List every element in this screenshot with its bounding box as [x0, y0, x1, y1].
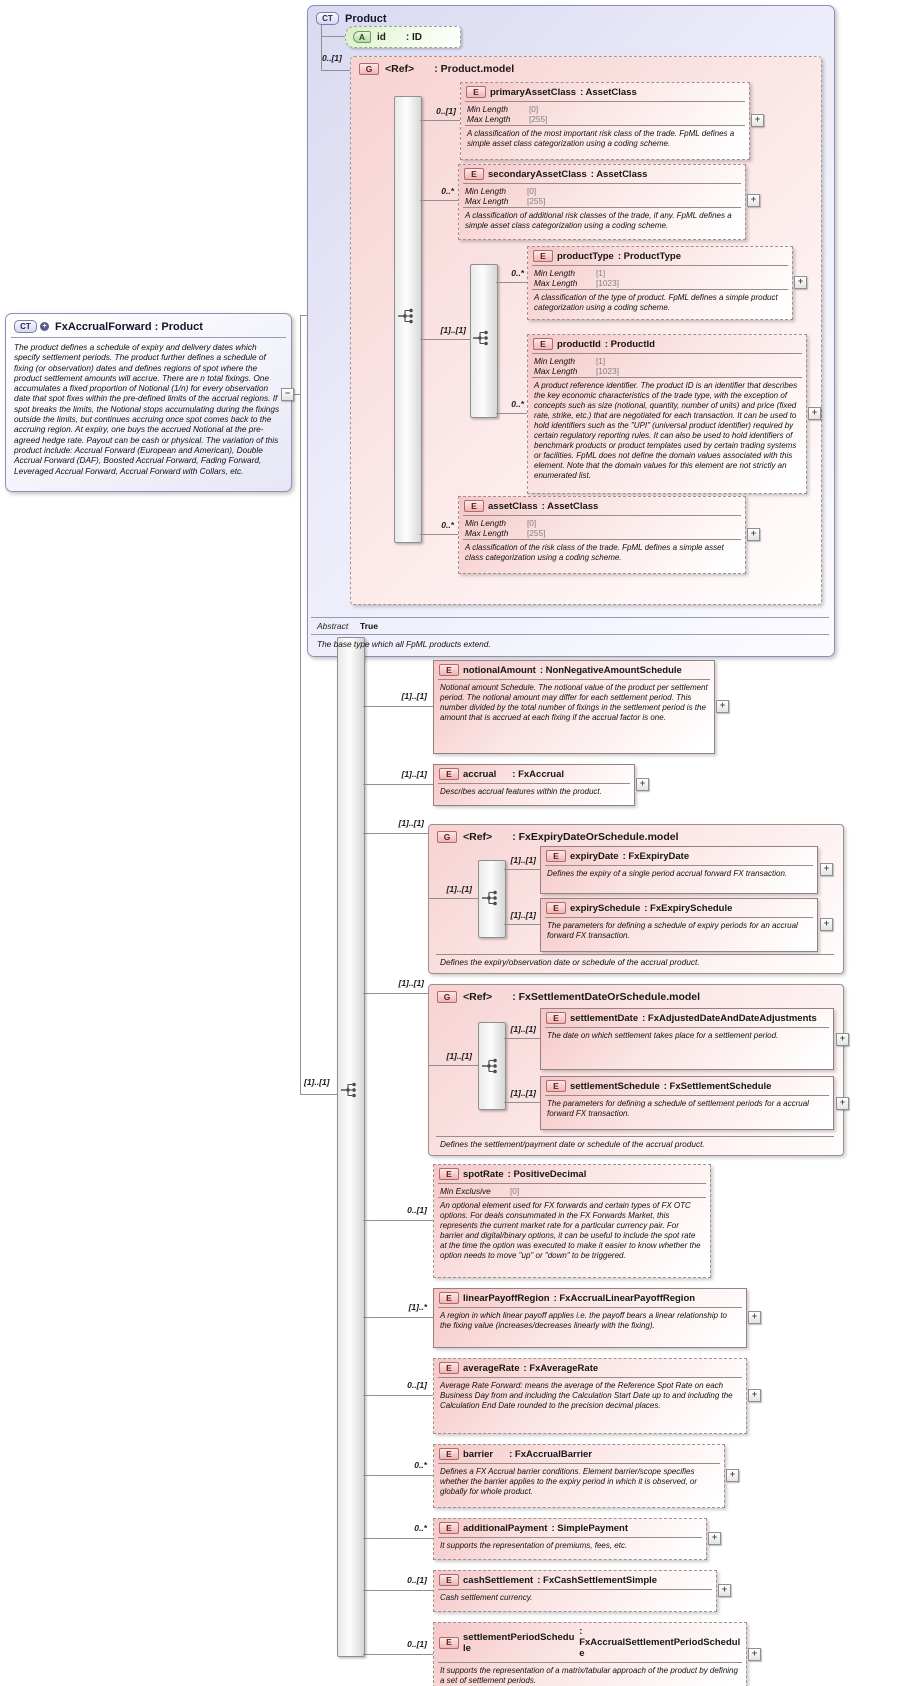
group-header	[429, 985, 843, 1009]
element-type: : AssetClass	[590, 168, 648, 180]
element-box-productType[interactable]	[527, 246, 793, 320]
connector-line	[363, 784, 433, 785]
connector-line	[363, 1654, 433, 1655]
cardinality-label-productId: 0..*	[511, 399, 524, 409]
element-header	[434, 765, 634, 783]
element-icon: E	[439, 1574, 459, 1586]
cardinality-label-expirySchedule: [1]..[1]	[510, 910, 536, 920]
connector-line	[504, 869, 540, 870]
facet-label: Min Exclusive	[440, 1186, 491, 1196]
facet-value: [0]	[529, 104, 539, 114]
cardinality-label-barrier: 0..*	[414, 1460, 427, 1470]
facet-label: Max Length	[467, 114, 511, 124]
element-header	[541, 1009, 833, 1027]
element-icon: E	[546, 1080, 566, 1092]
complextype-box-fxaccrualforward[interactable]	[5, 313, 292, 492]
element-header	[434, 1359, 746, 1377]
compositor-icon	[398, 308, 416, 324]
expand-button-settlementDate[interactable]: +	[836, 1033, 849, 1046]
element-type: : FxExpirySchedule	[644, 902, 733, 914]
element-icon: E	[439, 1292, 459, 1304]
group-annotation: Defines the expiry/observation date or schedule of the accrual product.	[440, 957, 700, 967]
derived-type-plus-icon: +	[40, 322, 49, 331]
expand-button-expiryDate[interactable]: +	[820, 863, 833, 876]
facet-value: [1023]	[596, 278, 620, 288]
element-box-settlementDate[interactable]	[540, 1008, 834, 1070]
expand-button-settlementPeriodSchedule[interactable]: +	[748, 1648, 761, 1661]
facet-label: Min Length	[465, 186, 507, 196]
facet-value: [255]	[527, 196, 546, 206]
facet-value: [1]	[596, 268, 606, 278]
element-box-expiryDate[interactable]	[540, 846, 818, 894]
element-header	[541, 1077, 833, 1095]
facet-list	[459, 516, 745, 539]
group-type: : FxSettlementDateOrSchedule.model	[512, 991, 701, 1003]
element-icon: E	[439, 1448, 459, 1460]
connector-line	[363, 833, 428, 834]
element-box-cashSettlement[interactable]	[433, 1570, 717, 1612]
cardinality-label-settlementSchedule: [1]..[1]	[510, 1088, 536, 1098]
cardinality-label-cashSettlement: 0..[1]	[407, 1575, 427, 1585]
connector-line	[420, 534, 458, 535]
element-header	[434, 1289, 746, 1307]
expand-button-cashSettlement[interactable]: +	[718, 1584, 731, 1597]
attribute-name: id	[377, 31, 386, 43]
connector-line	[363, 1395, 433, 1396]
compositor-icon	[482, 1058, 500, 1074]
compositor-icon	[482, 890, 500, 906]
element-name: primaryAssetClass	[490, 86, 577, 98]
cardinality-label-settlement-choice: [1]..[1]	[446, 1051, 472, 1061]
expand-button-productType[interactable]: +	[794, 276, 807, 289]
cardinality-label-assetClass: 0..*	[441, 520, 454, 530]
complextype-icon: CT	[316, 12, 339, 25]
element-name: linearPayoffRegion	[463, 1292, 550, 1304]
group-name: <Ref>	[463, 991, 493, 1003]
group-type: : FxExpiryDateOrSchedule.model	[512, 831, 679, 843]
expand-button-additionalPayment[interactable]: +	[708, 1532, 721, 1545]
abstract-label: Abstract	[317, 621, 349, 631]
element-box-productId[interactable]	[527, 334, 807, 494]
abstract-value: True	[360, 621, 378, 631]
connector-line	[496, 413, 527, 414]
element-name: spotRate	[463, 1168, 504, 1180]
element-name: cashSettlement	[463, 1574, 534, 1586]
element-header	[528, 247, 792, 265]
element-box-notionalAmount[interactable]	[433, 660, 715, 754]
element-type: : NonNegativeAmountSchedule	[539, 664, 682, 676]
cardinality-label-notionalAmount: [1]..[1]	[401, 691, 427, 701]
expand-button-notionalAmount[interactable]: +	[716, 700, 729, 713]
element-name: additionalPayment	[463, 1522, 548, 1534]
group-annotation: Defines the settlement/payment date or schedule of the accrual product.	[440, 1139, 705, 1149]
element-header	[434, 1519, 706, 1537]
element-icon: E	[533, 338, 553, 350]
collapse-button-fxaccrualforward[interactable]: −	[281, 388, 294, 401]
divider	[311, 634, 829, 635]
facet-label: Max Length	[534, 366, 578, 376]
group-icon: G	[437, 991, 457, 1003]
element-description: A classification of additional risk classes of the trade, if any. FpML defines a simple asset class categorization using a coding scheme.	[465, 211, 732, 230]
element-type: : FxAccrualLinearPayoffRegion	[553, 1292, 696, 1304]
connector-line	[363, 706, 433, 707]
divider	[311, 617, 829, 618]
element-type: : ProductId	[604, 338, 655, 350]
element-icon: E	[439, 768, 459, 780]
cardinality-label-expiryDate: [1]..[1]	[510, 855, 536, 865]
complextype-title: Product	[345, 12, 387, 25]
element-box-averageRate[interactable]	[433, 1358, 747, 1434]
element-description: A region in which linear payoff applies i.e. the payoff bears a linear relationship to the fixing value (increases/decreases linearly with the fixing).	[440, 1311, 727, 1330]
element-description: Describes accrual features within the product.	[440, 787, 602, 796]
cardinality-label-accrual: [1]..[1]	[401, 769, 427, 779]
element-header	[434, 1623, 746, 1662]
element-header	[434, 1165, 710, 1183]
divider	[436, 1136, 834, 1137]
element-description: The parameters for defining a schedule of settlement periods for a accrual forward FX transaction.	[547, 1099, 809, 1118]
cardinality-label-settlement-group: [1]..[1]	[398, 978, 424, 988]
element-description: A classification of the risk class of the trade. FpML defines a simple asset class categorization using a coding scheme.	[465, 543, 724, 562]
connector-line	[420, 200, 458, 201]
connector-line	[420, 120, 460, 121]
element-type: : FxAccrual	[512, 768, 565, 780]
element-header	[541, 899, 817, 917]
element-icon: E	[464, 500, 484, 512]
cardinality-label-expiry-group: [1]..[1]	[398, 818, 424, 828]
element-box-expirySchedule[interactable]	[540, 898, 818, 952]
element-name: averageRate	[463, 1362, 520, 1374]
element-type: : FxAccrualBarrier	[509, 1448, 593, 1460]
element-description: Notional amount Schedule. The notional value of the product per settlement period. The notional amount may differ for each settlement period. This number divided by the total number of fixings in the settlement period is the amount that is accrued at each fixing if the accrual factor is one.	[440, 683, 708, 722]
element-icon: E	[464, 168, 484, 180]
expand-button-linearPayoffRegion[interactable]: +	[748, 1311, 761, 1324]
facet-list	[459, 184, 745, 207]
expand-button-productId[interactable]: +	[808, 407, 821, 420]
element-description: A classification of the most important risk class of the trade. FpML defines a simple asset class categorization using a coding scheme.	[467, 129, 735, 148]
expand-button-barrier[interactable]: +	[726, 1469, 739, 1482]
cardinality-label-settlementDate: [1]..[1]	[510, 1024, 536, 1034]
group-name: <Ref>	[463, 831, 493, 843]
element-name: settlementDate	[570, 1012, 639, 1024]
connector-line	[504, 1102, 540, 1103]
element-type: : FxAccrualSettlementPeriodSchedule	[579, 1626, 741, 1659]
connector-line	[428, 1065, 478, 1066]
element-icon: E	[439, 1637, 459, 1649]
element-header	[459, 497, 745, 515]
element-name: notionalAmount	[463, 664, 536, 676]
element-description: The parameters for defining a schedule of expiry periods for an accrual forward FX transaction.	[547, 921, 798, 940]
group-icon: G	[359, 63, 379, 75]
element-box-settlementPeriodSchedule[interactable]	[433, 1622, 747, 1686]
connector-line	[420, 339, 470, 340]
element-type: : AssetClass	[580, 86, 637, 98]
element-name: settlementSchedule	[570, 1080, 660, 1092]
element-description: A classification of the type of product. FpML defines a simple product categorization using a coding scheme.	[534, 293, 778, 312]
connector-line	[321, 70, 350, 71]
connector-line	[363, 1220, 433, 1221]
element-type: : FxExpiryDate	[622, 850, 690, 862]
element-box-accrual[interactable]	[433, 764, 635, 806]
cardinality-label-productType: 0..*	[511, 268, 524, 278]
element-box-secondaryAssetClass[interactable]	[458, 164, 746, 240]
element-description: The date on which settlement takes place for a settlement period.	[547, 1031, 779, 1040]
group-name: <Ref>	[385, 63, 415, 75]
facet-label: Max Length	[465, 528, 509, 538]
element-box-primaryAssetClass[interactable]	[460, 82, 750, 160]
group-type: : Product.model	[434, 63, 515, 75]
cardinality-label-spotRate: 0..[1]	[407, 1205, 427, 1215]
expand-button-settlementSchedule[interactable]: +	[836, 1097, 849, 1110]
element-header	[434, 661, 714, 679]
element-name: expiryDate	[570, 850, 619, 862]
expand-button-averageRate[interactable]: +	[748, 1389, 761, 1402]
attribute-type: : ID	[405, 31, 422, 43]
compositor-icon	[473, 330, 491, 346]
element-name: barrier	[463, 1448, 494, 1460]
complextype-header	[6, 314, 291, 337]
facet-label: Min Length	[534, 268, 576, 278]
connector-line	[363, 1475, 433, 1476]
facet-value: [255]	[527, 528, 546, 538]
cardinality-label-linearPayoffRegion: [1]..*	[408, 1302, 427, 1312]
cardinality-label-secondaryAssetClass: 0..*	[441, 186, 454, 196]
element-box-additionalPayment[interactable]	[433, 1518, 707, 1560]
element-name: settlementPeriodSchedule	[463, 1631, 575, 1654]
expand-button-primaryAssetClass[interactable]: +	[751, 114, 764, 127]
element-box-linearPayoffRegion[interactable]	[433, 1288, 747, 1348]
group-icon: G	[437, 831, 457, 843]
element-name: accrual	[463, 768, 497, 780]
element-name: productType	[557, 250, 614, 262]
element-header	[541, 847, 817, 865]
facet-value: [1023]	[596, 366, 620, 376]
connector-line	[504, 1038, 540, 1039]
facet-list	[528, 354, 806, 377]
element-header	[434, 1445, 724, 1463]
element-icon: E	[546, 850, 566, 862]
expand-button-assetClass[interactable]: +	[747, 528, 760, 541]
cardinality-label-primaryAssetClass: 0..[1]	[436, 106, 456, 116]
cardinality-label-product-model: 0..[1]	[322, 53, 342, 63]
expand-button-secondaryAssetClass[interactable]: +	[747, 194, 760, 207]
element-icon: E	[533, 250, 553, 262]
element-type: : FxAdjustedDateAndDateAdjustments	[642, 1012, 817, 1024]
element-box-settlementSchedule[interactable]	[540, 1076, 834, 1130]
element-name: productId	[557, 338, 601, 350]
element-description: Defines a FX Accrual barrier conditions. Element barrier/scope specifies whether the barrier applies to the expiry period in which it is observed, or globally for whole product.	[440, 1467, 698, 1496]
element-icon: E	[439, 1522, 459, 1534]
facet-value: [0]	[527, 186, 537, 196]
element-type: : AssetClass	[541, 500, 599, 512]
connector-line	[504, 924, 540, 925]
element-name: assetClass	[488, 500, 538, 512]
element-description: A product reference identifier. The product ID is an identifier that describes the key economic characteristics of the trade type, with the exception of concepts such as size (notional, quantity, number of units) and price (fixed rate, strike, etc.) that are negotiated for each transaction. It can be used to hold identifiers such as the "UPI" (universal product identifier) required by certain regulatory reporting rules. It can also be used to hold identifiers of benchmark products or product templates used by certain trading systems or facilities. FpML does not define the domain values associated with this element. Note that the domain values for this element are not strictly an enumerated list.	[534, 381, 798, 480]
connector-line	[300, 315, 301, 1094]
connector-line	[363, 1590, 433, 1591]
facet-label: Min Length	[465, 518, 507, 528]
element-header	[528, 335, 806, 353]
element-type: : FxAverageRate	[523, 1362, 599, 1374]
cardinality-label-choice: [1]..[1]	[440, 325, 466, 335]
expand-button-expirySchedule[interactable]: +	[820, 918, 833, 931]
element-icon: E	[546, 1012, 566, 1024]
cardinality-label-content-model: [1]..[1]	[304, 1077, 330, 1087]
connector-line	[496, 282, 527, 283]
element-description: It supports the representation of premiums, fees, etc.	[440, 1541, 628, 1550]
element-icon: E	[439, 1362, 459, 1374]
connector-line	[300, 1094, 337, 1095]
facet-label: Max Length	[534, 278, 578, 288]
element-description: Defines the expiry of a single period accrual forward FX transaction.	[547, 869, 788, 878]
element-box-barrier[interactable]	[433, 1444, 725, 1508]
complextype-description: The product defines a schedule of expiry and delivery dates which specify settlement periods. The product further defines a schedule of fixing (or observation) dates and defines regions of spot where the product settlement amounts will accrue. There are n total fixings. One accumulates a fixed proportion of Notional (1/n) for every observation date that spot fixes within the pre-defined limits of the accrual regions. If spot breaks the limits, the Notional stops accumulating during the fixings outside the limits, but continues accruing once spot comes back to the accruing region. At expiry, one buys the accrued Notional at the pre-agreed hedge rate. Payout can be cash or physical. The variation of this product include: Accrual Forward (European and American), Double Accrual Forward (DAF), Boosted Accrual Forward, Fading Forward, Leveraged Accrual Forward, Accrual Forward with Collars, etc.	[14, 342, 280, 476]
facet-list	[461, 102, 749, 125]
element-type: : ProductType	[617, 250, 681, 262]
facet-value: [0]	[510, 1186, 520, 1196]
facet-list	[434, 1184, 710, 1197]
attribute-icon: A	[353, 31, 371, 43]
facet-value: [1]	[596, 356, 606, 366]
element-name: secondaryAssetClass	[488, 168, 587, 180]
element-box-spotRate[interactable]	[433, 1164, 711, 1278]
element-type: : SimplePayment	[551, 1522, 629, 1534]
facet-label: Max Length	[465, 196, 509, 206]
element-description: Cash settlement currency.	[440, 1593, 533, 1602]
complextype-icon: CT	[14, 320, 37, 333]
element-icon: E	[439, 664, 459, 676]
facet-label: Min Length	[467, 104, 509, 114]
element-header	[459, 165, 745, 183]
facet-value: [0]	[527, 518, 537, 528]
element-icon: E	[466, 86, 486, 98]
facet-label: Min Length	[534, 356, 576, 366]
divider	[436, 954, 834, 955]
element-box-assetClass[interactable]	[458, 496, 746, 574]
facet-value: [255]	[529, 114, 548, 124]
expand-button-accrual[interactable]: +	[636, 778, 649, 791]
element-type: : FxSettlementSchedule	[663, 1080, 772, 1092]
element-type: : FxCashSettlementSimple	[537, 1574, 658, 1586]
group-header	[351, 57, 821, 81]
connector-line	[363, 1538, 433, 1539]
sequence-bar-main	[337, 637, 365, 1657]
element-header	[434, 1571, 716, 1589]
element-icon: E	[546, 902, 566, 914]
element-description: An optional element used for FX forwards and certain types of FX OTC options. For deals consummated in the FX Forwards Market, this represents the current market rate for a particular currency pair. For barrier and digital/binary options, it can be useful to include the spot rate at the time the option was executed to make it easier to know whether the option needs to move "up" or "down" to be triggered.	[440, 1201, 701, 1260]
element-icon: E	[439, 1168, 459, 1180]
connector-line	[321, 36, 345, 37]
connector-line	[363, 993, 428, 994]
element-description: It supports the representation of a matrix/tabular approach of the product by defining a set of settlement periods.	[440, 1666, 738, 1685]
element-header	[461, 83, 749, 101]
connector-line	[428, 898, 478, 899]
cardinality-label-additionalPayment: 0..*	[414, 1523, 427, 1533]
complextype-title: FxAccrualForward : Product	[55, 320, 203, 333]
element-name: expirySchedule	[570, 902, 641, 914]
cardinality-label-settlementPeriodSchedule: 0..[1]	[407, 1639, 427, 1649]
complextype-annotation: The base type which all FpML products extend.	[317, 639, 491, 649]
element-type: : PositiveDecimal	[507, 1168, 587, 1180]
connector-line	[300, 315, 307, 316]
connector-line	[363, 1317, 433, 1318]
facet-list	[528, 266, 792, 289]
cardinality-label-expiry-choice: [1]..[1]	[446, 884, 472, 894]
attribute-box-id[interactable]	[345, 26, 461, 48]
cardinality-label-averageRate: 0..[1]	[407, 1380, 427, 1390]
element-description: Average Rate Forward: means the average of the Reference Spot Rate on each Business Day from and including the Calculation Start Date up to and including the Calculation End Date rounded to the precision decimal places.	[440, 1381, 733, 1410]
connector-line	[321, 24, 322, 70]
